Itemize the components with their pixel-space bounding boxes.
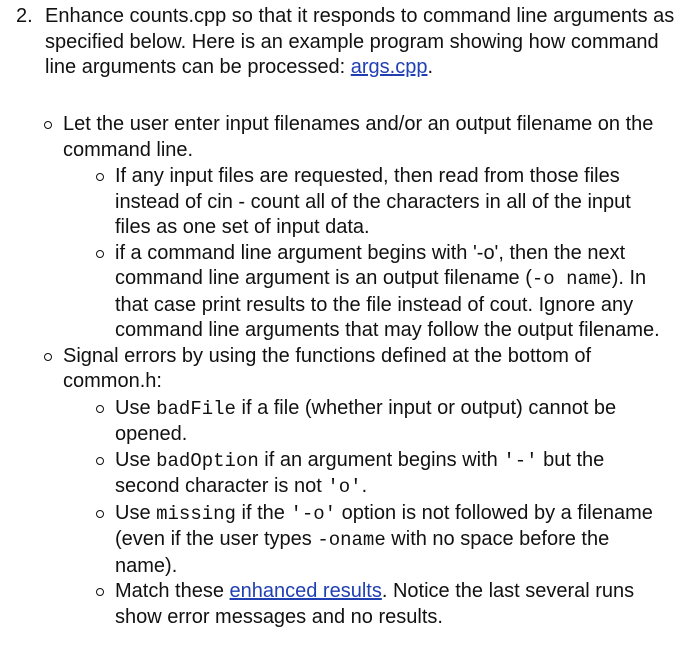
badoption-text-part: if an argument begins with — [258, 448, 504, 471]
missing-text-part: option is not followed by a filename (even if the user types — [115, 501, 653, 550]
hollow-bullet-icon — [96, 457, 104, 465]
badoption-text-part: . — [361, 475, 368, 497]
code-snippet: badFile — [156, 397, 236, 420]
code-snippet: 'o' — [327, 476, 362, 498]
hollow-bullet-icon — [96, 510, 104, 518]
input-output-sublist — [63, 164, 670, 344]
sublist-item-output-file — [63, 241, 670, 344]
output-text-part: if a command line argument begins with '-o', then the next command line argument is an output filename ( — [115, 241, 626, 289]
intro-text: Enhance counts.cpp so that it responds to command line arguments as specified below. Here is an example program showing how command line arguments can be processed: — [45, 5, 675, 78]
match-text-part: . Notice the last several runs show error messages and no results. — [115, 580, 635, 628]
code-snippet: missing — [156, 502, 236, 525]
missing-text-part: Use — [115, 501, 157, 524]
item-intro — [45, 4, 690, 81]
hollow-bullet-icon — [96, 405, 104, 413]
missing-text-part: if the — [235, 501, 291, 524]
list-item-signal-errors — [45, 344, 670, 631]
missing-text-part: with no space before the name). — [115, 528, 610, 577]
hollow-bullet-icon — [96, 588, 104, 596]
hollow-bullet-icon — [96, 173, 104, 181]
sublist-item-badoption — [63, 448, 670, 501]
sublist-item-badfile — [63, 396, 670, 448]
error-functions-sublist — [63, 396, 670, 631]
match-text-part: Match these — [115, 580, 230, 602]
sublist-item-missing — [63, 501, 670, 580]
code-snippet: -o name — [531, 268, 612, 290]
code-snippet: '-o' — [290, 502, 337, 525]
requirements-list — [45, 112, 670, 630]
code-snippet: -oname — [317, 529, 386, 551]
badoption-text-part: but the second character is not — [115, 448, 605, 497]
badfile-text-part: if a file (whether input or output) cannot be opened. — [115, 396, 617, 445]
hollow-bullet-icon — [96, 250, 104, 258]
input-files-text: If any input files are requested, then read from those files instead of cin - count all of the characters in all of the input files as one set of input data. — [115, 165, 631, 238]
item-number: 2. — [16, 5, 33, 27]
code-snippet: badOption — [156, 449, 259, 472]
sublist-item-input-files — [63, 164, 670, 241]
badfile-text-part: Use — [115, 396, 157, 419]
hollow-bullet-icon — [44, 121, 52, 129]
args-cpp-link[interactable]: args.cpp — [350, 56, 428, 78]
intro-period: . — [427, 56, 434, 78]
list-item-command-line — [45, 112, 670, 344]
command-line-text: Let the user enter input filenames and/or an output filename on the command line. — [63, 113, 654, 161]
output-text-part: ). In that case print results to the file instead of cout. Ignore any command line arguments that may follow the output filename. — [115, 267, 660, 341]
enhanced-results-link[interactable]: enhanced results — [229, 580, 382, 602]
signal-errors-text: Signal errors by using the functions defined at the bottom of common.h: — [63, 344, 592, 392]
code-snippet: '-' — [503, 449, 538, 472]
sublist-item-match-results — [63, 579, 670, 630]
badoption-text-part: Use — [115, 448, 157, 471]
hollow-bullet-icon — [44, 353, 52, 361]
